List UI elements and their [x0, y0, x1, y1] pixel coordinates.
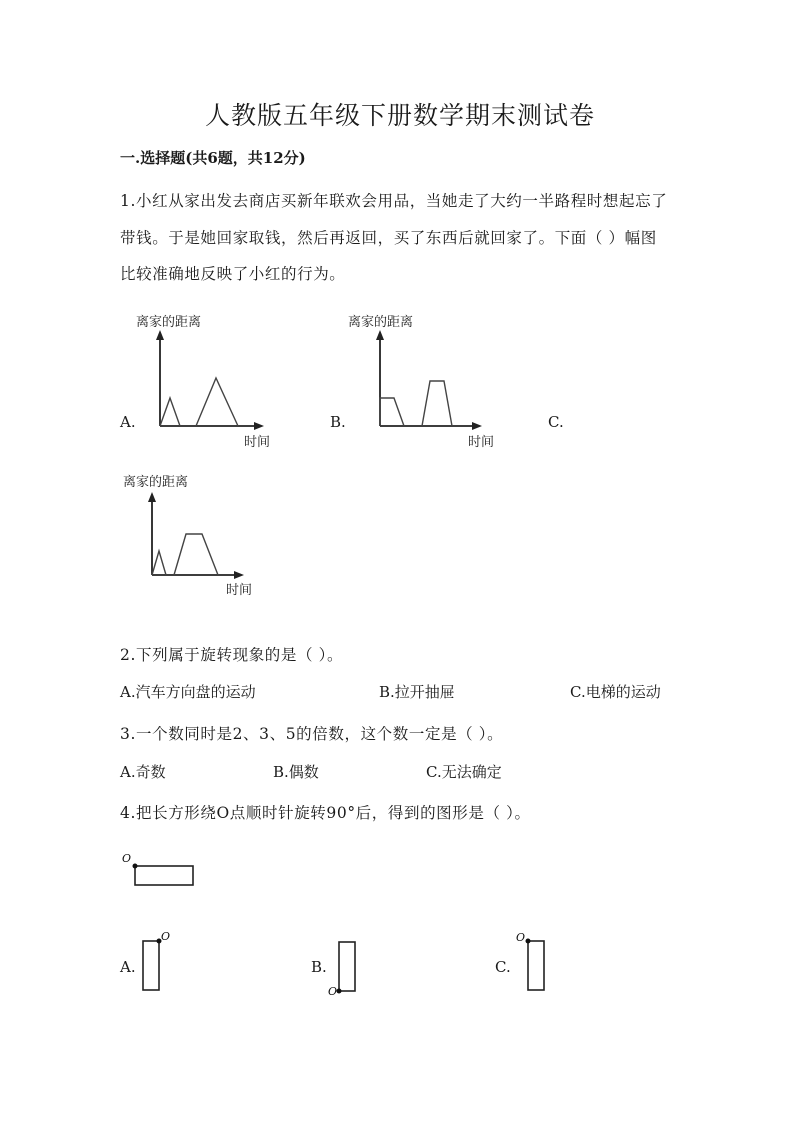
- q4-option-c-figure: [512, 928, 562, 998]
- graph-a-xlabel: 时间: [244, 435, 271, 450]
- q1-option-c[interactable]: C.: [548, 413, 564, 431]
- q4-option-b-point-label: O: [328, 985, 338, 998]
- q2-option-c[interactable]: C.电梯的运动: [570, 683, 661, 701]
- graph-c-ylabel: 离家的距离: [123, 475, 189, 490]
- pivot-point-o: [133, 864, 138, 869]
- q1-line-1: 1.小红从家出发去商店买新年联欢会用品，当她走了大约一半路程时想起忘了: [120, 192, 668, 210]
- q4-option-c-point-label: O: [516, 931, 526, 944]
- q2-option-a[interactable]: A.汽车方向盘的运动: [120, 683, 256, 701]
- q1-graph-b: [348, 308, 508, 458]
- q1-graph-c: [120, 466, 280, 616]
- q4-option-a-figure: [134, 928, 184, 998]
- q2-text: 2.下列属于旋转现象的是（ ）。: [120, 646, 344, 664]
- q1-line-3: 比较准确地反映了小红的行为。: [120, 265, 346, 283]
- q4-option-a[interactable]: A.: [120, 958, 136, 976]
- q3-option-a[interactable]: A.奇数: [120, 763, 166, 781]
- graph-c-xlabel: 时间: [226, 583, 253, 598]
- q4-option-b-figure: [322, 935, 372, 1005]
- section-heading: 一.选择题(共6题，共12分): [120, 149, 306, 167]
- q4-point-o-label: O: [122, 852, 132, 865]
- graph-b-xlabel: 时间: [468, 435, 495, 450]
- q3-option-c[interactable]: C.无法确定: [426, 763, 502, 781]
- q4-original-rectangle: [118, 848, 208, 892]
- q1-graph-a: [130, 308, 290, 458]
- q4-option-c[interactable]: C.: [495, 958, 511, 976]
- q3-text: 3.一个数同时是2、3、5的倍数，这个数一定是（ ）。: [120, 725, 504, 743]
- page-title: 人教版五年级下册数学期末测试卷: [204, 101, 595, 130]
- q1-option-a[interactable]: A.: [120, 413, 136, 431]
- q2-option-b[interactable]: B.拉开抽屉: [379, 683, 455, 701]
- graph-a-ylabel: 离家的距离: [136, 315, 202, 330]
- q3-option-b[interactable]: B.偶数: [273, 763, 319, 781]
- q1-line-2: 带钱。于是她回家取钱，然后再返回，买了东西后就回家了。下面（ ）幅图: [120, 229, 657, 247]
- graph-b-ylabel: 离家的距离: [348, 315, 414, 330]
- q4-option-a-point-label: O: [161, 930, 171, 943]
- q1-option-b[interactable]: B.: [330, 413, 346, 431]
- q4-option-b[interactable]: B.: [311, 958, 327, 976]
- q4-text: 4.把长方形绕O点顺时针旋转90°后，得到的图形是（ ）。: [120, 804, 531, 822]
